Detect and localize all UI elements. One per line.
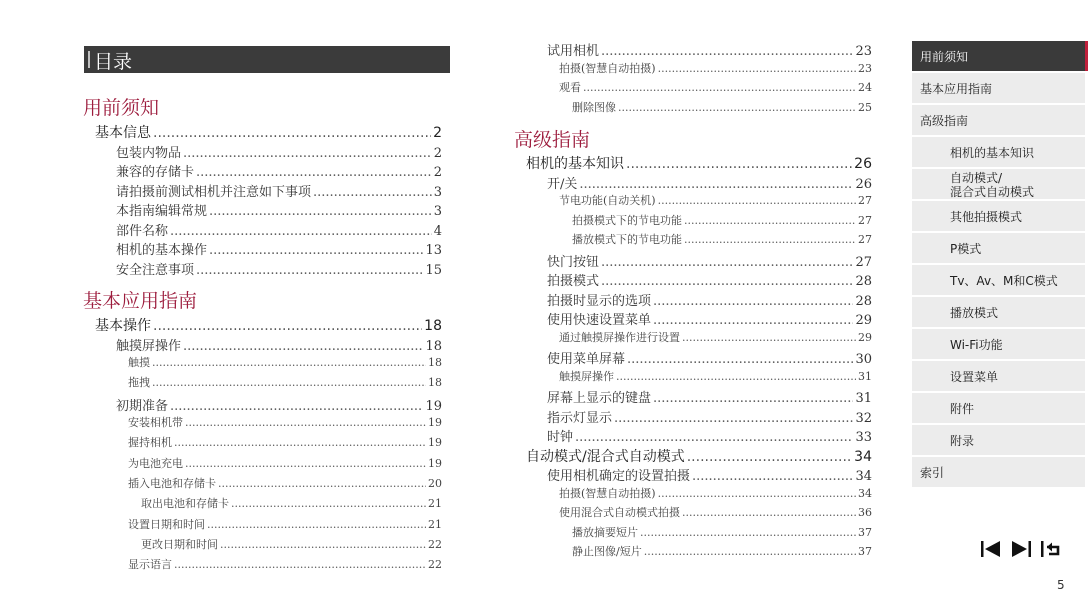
toc-entry-page: 3 (433, 204, 442, 219)
toc-entry-page: 24 (858, 81, 872, 94)
sidebar-item[interactable] (912, 137, 1085, 167)
toc-entry-title: 拍摄(智慧自动拍摄) (559, 61, 656, 75)
toc-entry-page: 22 (428, 558, 442, 572)
leader-dots (658, 487, 856, 500)
toc-entry-page: 22 (428, 537, 442, 551)
section-heading[interactable]: 基本应用指南 (83, 290, 198, 312)
toc-entry-title: 握持相机 (128, 436, 172, 450)
toc-entry-page: 34 (858, 486, 872, 500)
sidebar-item-label: 自动模式/ 混合式自动模式 (950, 171, 1035, 199)
sidebar-item-label: 高级指南 (920, 114, 969, 128)
toc-entry-title: 指示灯显示 (547, 410, 613, 426)
toc-entry-page: 25 (858, 100, 872, 114)
toc-entry-level2[interactable] (116, 239, 442, 258)
leader-dots (209, 243, 423, 258)
toc-entry-page: 18 (424, 318, 442, 334)
leader-dots (601, 274, 853, 289)
leader-dots (601, 255, 853, 270)
toc-entry-level3[interactable] (559, 368, 872, 384)
sidebar-item[interactable] (912, 297, 1085, 327)
toc-entry-page: 29 (855, 313, 872, 328)
toc-entry-level1[interactable] (95, 315, 442, 335)
leader-dots (618, 101, 856, 114)
leader-dots (653, 391, 853, 406)
leader-dots (183, 146, 432, 161)
toc-entry-title: 取出电池和存储卡 (141, 497, 229, 511)
toc-entry-level3[interactable] (128, 475, 442, 491)
toc-entry-title: 使用快速设置菜单 (547, 313, 652, 328)
sidebar-item-label: 基本应用指南 (920, 82, 993, 96)
toc-entry-title: 试用相机 (547, 44, 600, 59)
toc-entry-page: 29 (858, 330, 872, 344)
leader-dots (616, 370, 856, 383)
toc-entry-title: 拍摄模式 (547, 274, 600, 289)
toc-entry-page: 27 (855, 254, 872, 270)
leader-dots (575, 430, 853, 445)
toc-entry-level4[interactable] (572, 231, 872, 247)
sidebar-item[interactable] (912, 393, 1085, 423)
toc-entry-level3[interactable] (559, 79, 872, 95)
toc-entry-level3[interactable] (128, 455, 442, 471)
toc-entry-page: 34 (855, 469, 872, 484)
toc-entry-level2[interactable] (116, 220, 442, 239)
toc-entry-level3[interactable] (559, 329, 872, 345)
toc-entry-page: 19 (428, 456, 442, 470)
toc-entry-title: 自动模式/混合式自动模式 (526, 448, 685, 465)
toc-entry-level1[interactable] (526, 446, 872, 466)
toc-entry-level2[interactable] (547, 290, 872, 309)
toc-entry-page: 19 (428, 416, 442, 430)
title-accent-line (88, 51, 90, 68)
toc-entry-page: 4 (433, 223, 442, 239)
sidebar-item-label: 相机的基本知识 (950, 146, 1035, 160)
sidebar-item[interactable] (912, 105, 1085, 135)
toc-entry-title: 通过触摸屏操作进行设置 (559, 330, 680, 344)
toc-entry-title: 拍摄(智慧自动拍摄) (559, 486, 656, 500)
sidebar-item[interactable] (912, 233, 1085, 263)
toc-entry-title: 插入电池和存储卡 (128, 477, 216, 490)
leader-dots (579, 177, 853, 192)
toc-entry-level2[interactable] (547, 40, 872, 59)
leader-dots (231, 497, 426, 510)
sidebar-item[interactable] (912, 201, 1085, 231)
toc-entry-title: 使用混合式自动模式拍摄 (559, 506, 680, 519)
toc-entry-page: 18 (428, 376, 442, 390)
sidebar-item-label: 设置菜单 (950, 370, 999, 384)
toc-entry-title: 播放摘要短片 (572, 525, 638, 539)
next-page-icon[interactable] (1010, 538, 1032, 560)
leader-dots (682, 506, 856, 519)
toc-entry-level3[interactable] (128, 374, 442, 390)
toc-entry-level2[interactable] (547, 387, 872, 406)
leader-dots (170, 224, 432, 239)
toc-entry-page: 28 (855, 274, 872, 289)
toc-entry-level3[interactable] (559, 60, 872, 76)
toc-entry-level1[interactable] (95, 122, 442, 142)
leader-dots (687, 449, 852, 465)
sidebar-item-label: 其他拍摄模式 (950, 210, 1023, 224)
leader-dots (174, 436, 426, 449)
toc-entry-page: 23 (855, 44, 872, 59)
toc-entry-title: 开/关 (547, 176, 578, 192)
sidebar-item[interactable] (912, 361, 1085, 391)
sidebar-item-label: P模式 (950, 242, 982, 256)
toc-entry-title: 相机的基本知识 (526, 156, 624, 172)
return-icon[interactable] (1040, 538, 1062, 560)
toc-entry-title: 为电池充电 (128, 456, 183, 470)
toc-entry-title: 节电功能(自动关机) (559, 194, 656, 207)
leader-dots (170, 399, 423, 414)
sidebar-item-label: 附录 (950, 434, 975, 448)
toc-entry-level2[interactable] (547, 173, 872, 192)
leader-dots (627, 352, 853, 367)
toc-entry-level2[interactable] (547, 251, 872, 270)
toc-entry-title: 部件名称 (116, 223, 169, 239)
toc-entry-page: 23 (858, 61, 872, 75)
toc-entry-title: 删除图像 (572, 100, 616, 114)
sidebar-item[interactable] (912, 329, 1085, 359)
sidebar-item[interactable] (912, 169, 1085, 199)
toc-entry-page: 21 (428, 517, 442, 531)
toc-entry-page: 27 (858, 213, 872, 227)
toc-entry-title: 设置日期和时间 (128, 517, 205, 531)
leader-dots (153, 125, 431, 141)
leader-dots (153, 318, 422, 334)
sidebar-item[interactable] (912, 265, 1085, 295)
toc-entry-level2[interactable] (116, 142, 442, 161)
toc-entry-page: 30 (855, 352, 872, 367)
toc-entry-level3[interactable] (128, 414, 442, 430)
toc-entry-page: 32 (855, 410, 872, 426)
leader-dots (196, 165, 432, 180)
sidebar-item-label: Wi-Fi功能 (950, 338, 1003, 352)
sidebar-item-label: Tv、Av、M和C模式 (950, 274, 1058, 288)
page-title: 目录 (94, 51, 133, 73)
toc-entry-level2[interactable] (116, 395, 442, 414)
toc-entry-title: 基本信息 (95, 125, 151, 141)
toc-entry-page: 3 (433, 184, 442, 200)
toc-entry-level2[interactable] (547, 309, 872, 328)
toc-entry-level2[interactable] (116, 259, 442, 278)
sidebar-item[interactable] (912, 73, 1085, 103)
toc-entry-level4[interactable] (572, 99, 872, 115)
leader-dots (218, 477, 426, 490)
toc-entry-page: 31 (858, 369, 872, 383)
toc-entry-title: 安装相机带 (128, 416, 183, 430)
toc-entry-title: 显示语言 (128, 558, 172, 572)
sidebar-item-label: 索引 (920, 466, 945, 480)
toc-entry-level2[interactable] (547, 270, 872, 289)
toc-entry-title: 快门按钮 (547, 254, 600, 270)
leader-dots (658, 194, 856, 207)
toc-entry-level2[interactable] (547, 465, 872, 484)
toc-entry-title: 使用相机确定的设置拍摄 (547, 469, 691, 484)
leader-dots (658, 62, 856, 75)
toc-entry-title: 基本操作 (95, 318, 151, 334)
toc-entry-level2[interactable] (116, 161, 442, 180)
toc-entry-title: 更改日期和时间 (141, 537, 218, 551)
toc-entry-page: 19 (428, 436, 442, 450)
leader-dots (692, 469, 853, 484)
toc-entry-title: 安全注意事项 (116, 262, 195, 278)
section-heading[interactable]: 用前须知 (83, 97, 160, 119)
leader-dots (185, 416, 426, 429)
toc-entry-page: 37 (858, 545, 872, 558)
prev-page-icon[interactable] (980, 538, 1002, 560)
leader-dots (684, 214, 856, 227)
leader-dots (682, 331, 856, 344)
leader-dots (207, 518, 426, 531)
toc-entry-title: 请拍摄前测试相机并注意如下事项 (116, 184, 312, 200)
toc-entry-title: 兼容的存储卡 (116, 165, 195, 180)
leader-dots (209, 204, 432, 219)
sidebar-item[interactable] (912, 41, 1085, 71)
toc-entry-page: 27 (858, 233, 872, 246)
toc-entry-level3[interactable] (128, 434, 442, 450)
toc-entry-level1[interactable] (526, 153, 872, 173)
toc-entry-level3[interactable] (559, 504, 872, 520)
toc-entry-title: 触摸屏操作 (116, 338, 182, 354)
leader-dots (583, 81, 856, 94)
toc-entry-level2[interactable] (116, 335, 442, 354)
toc-entry-level4[interactable] (141, 536, 442, 552)
toc-entry-title: 拖拽 (128, 376, 150, 390)
toc-entry-title: 本指南编辑常规 (116, 204, 208, 219)
toc-entry-title: 相机的基本操作 (116, 243, 208, 258)
toc-entry-level3[interactable] (128, 354, 442, 370)
page-number: 5 (1057, 578, 1065, 592)
leader-dots (684, 233, 856, 246)
toc-entry-title: 触摸屏操作 (559, 369, 614, 383)
toc-entry-page: 26 (854, 156, 872, 172)
toc-entry-page: 27 (858, 194, 872, 207)
toc-entry-page: 26 (855, 176, 872, 192)
sidebar-item[interactable] (912, 457, 1085, 487)
toc-entry-title: 屏幕上显示的键盘 (547, 391, 652, 406)
toc-entry-page: 37 (858, 525, 872, 539)
toc-entry-title: 观看 (559, 81, 581, 94)
leader-dots (614, 411, 853, 426)
toc-entry-title: 拍摄模式下的节电功能 (572, 213, 682, 227)
leader-dots (653, 294, 853, 309)
sidebar-item-label: 播放模式 (950, 306, 999, 320)
toc-entry-page: 15 (425, 262, 442, 278)
toc-entry-level4[interactable] (572, 524, 872, 540)
leader-dots (601, 44, 853, 59)
toc-entry-level2[interactable] (116, 200, 442, 219)
toc-entry-title: 拍摄时显示的选项 (547, 293, 652, 309)
toc-entry-title: 使用菜单屏幕 (547, 352, 626, 367)
toc-entry-page: 31 (855, 391, 872, 406)
leader-dots (196, 263, 423, 278)
toc-entry-title: 播放模式下的节电功能 (572, 233, 682, 246)
toc-entry-page: 2 (433, 125, 442, 141)
toc-entry-page: 34 (854, 448, 872, 465)
toc-entry-level4[interactable] (141, 495, 442, 511)
toc-entry-level2[interactable] (547, 407, 872, 426)
toc-entry-title: 时钟 (547, 430, 574, 445)
toc-entry-title: 触摸 (128, 356, 150, 369)
leader-dots (644, 545, 856, 558)
toc-entry-level4[interactable] (572, 543, 872, 559)
toc-entry-level2[interactable] (116, 181, 442, 200)
leader-dots (640, 526, 856, 539)
leader-dots (174, 558, 426, 571)
toc-title-bar (84, 46, 450, 73)
leader-dots (220, 538, 426, 551)
sidebar-item-label: 附件 (950, 402, 975, 416)
leader-dots (185, 457, 426, 470)
leader-dots (626, 156, 852, 172)
toc-entry-title: 静止图像/短片 (572, 545, 642, 558)
toc-entry-level4[interactable] (572, 212, 872, 228)
toc-entry-page: 2 (433, 165, 442, 180)
toc-entry-level3[interactable] (128, 516, 442, 532)
toc-entry-level2[interactable] (547, 348, 872, 367)
section-heading[interactable]: 高级指南 (514, 129, 591, 151)
toc-entry-page: 19 (425, 398, 442, 414)
toc-entry-page: 18 (425, 338, 442, 354)
toc-entry-page: 36 (858, 506, 872, 519)
toc-entry-level3[interactable] (559, 485, 872, 501)
leader-dots (653, 313, 853, 328)
toc-entry-page: 33 (855, 430, 872, 445)
leader-dots (183, 339, 423, 354)
toc-entry-level3[interactable] (559, 192, 872, 208)
sidebar-item[interactable] (912, 425, 1085, 455)
toc-entry-level3[interactable] (128, 556, 442, 572)
toc-entry-title: 包装内物品 (116, 145, 182, 161)
leader-dots (152, 376, 426, 389)
leader-dots (152, 356, 426, 369)
toc-entry-page: 13 (425, 243, 442, 258)
toc-entry-title: 初期准备 (116, 398, 169, 414)
toc-entry-page: 21 (428, 497, 442, 511)
toc-entry-page: 2 (433, 145, 442, 161)
toc-entry-page: 18 (428, 356, 442, 369)
sidebar-item-label: 用前须知 (920, 50, 969, 64)
toc-entry-level2[interactable] (547, 426, 872, 445)
toc-entry-page: 28 (855, 293, 872, 309)
toc-entry-page: 20 (428, 477, 442, 490)
leader-dots (313, 185, 432, 200)
